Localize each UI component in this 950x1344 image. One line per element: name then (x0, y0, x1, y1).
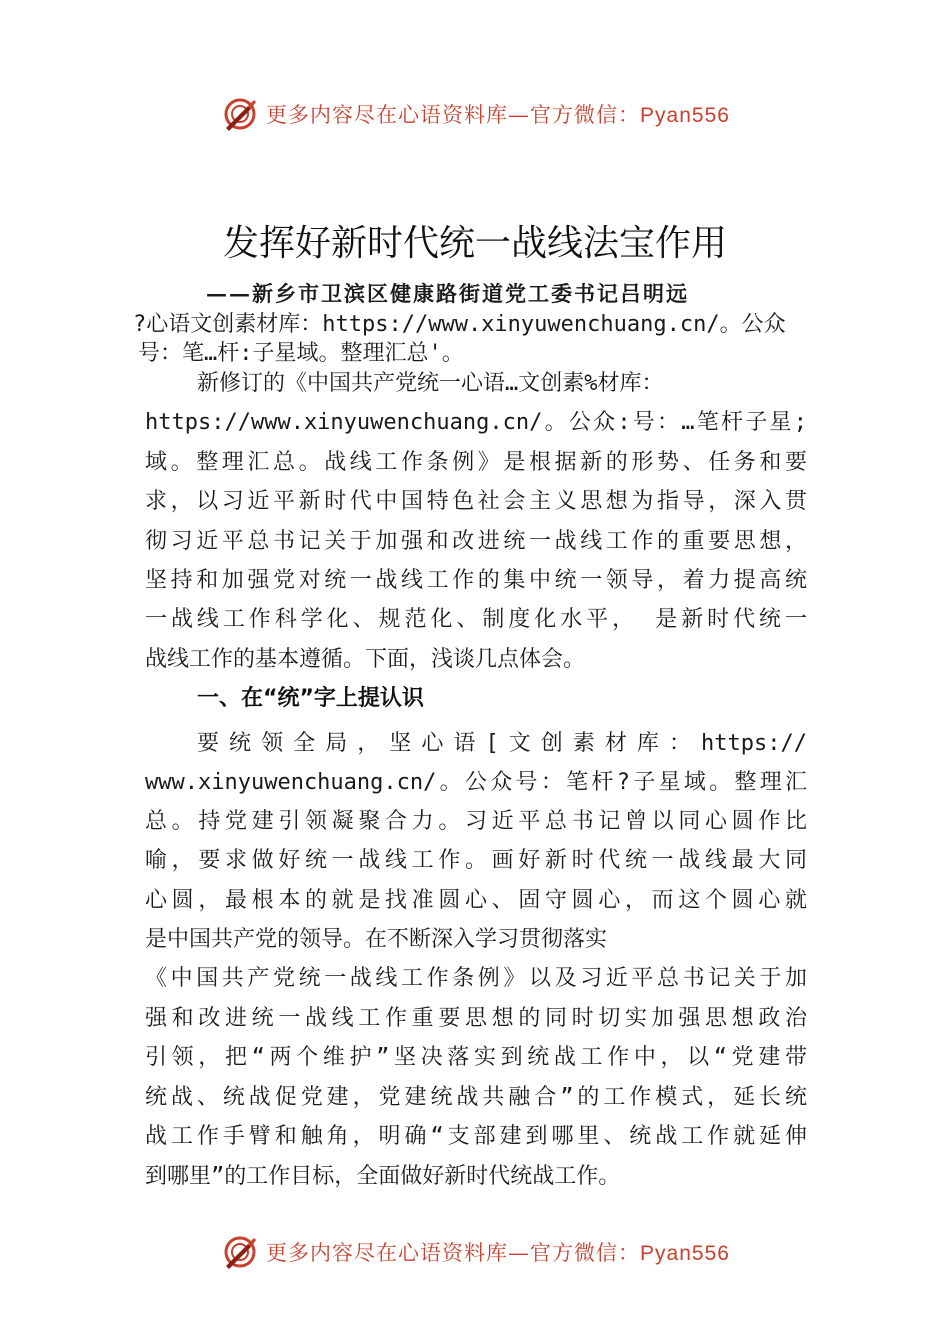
paragraph-line: 总。持党建引领凝聚合力。习近平总书记曾以同心圆作比 (145, 809, 807, 834)
section-heading: 一、在“统”字上提认识 (197, 686, 424, 711)
paragraph-line: 求，以习近平新时代中国特色社会主义思想为指导，深入贯 (145, 489, 807, 514)
pen-logo-icon (220, 1232, 260, 1272)
header-banner-text-cn: 更多内容尽在心语资料库—官方微信： (266, 103, 641, 127)
paragraph-line: 新修订的《中国共产党统一心语…文创素%材库： (197, 371, 664, 396)
paragraph-line: 到哪里”的工作目标，全面做好新时代统战工作。 (145, 1164, 621, 1189)
paragraph-line: 引领，把“两个维护”坚决落实到统战工作中，以“党建带 (145, 1045, 807, 1070)
paragraph-line: 域。整理汇总。战线工作条例》是根据新的形势、任务和要 (145, 450, 807, 475)
paragraph-line: 强和改进统一战线工作重要思想的同时切实加强思想政治 (145, 1006, 807, 1031)
paragraph-line: 心圆，最根本的就是找准圆心、固守圆心，而这个圆心就 (145, 888, 807, 913)
paragraph-line: 统战、统战促党建，党建统战共融合”的工作模式，延长统 (145, 1085, 807, 1110)
header-banner (0, 92, 950, 136)
paragraph-line: https://www.xinyuwenchuang.cn/。公众:号：…笔杆子星; (145, 410, 807, 435)
paragraph-line: 彻习近平总书记关于加强和改进统一战线工作的重要思想， (145, 529, 807, 554)
paragraph-line: 是中国共产党的领导。在不断深入学习贯彻落实 (145, 927, 608, 952)
document-subtitle: ——新乡市卫滨区健康路街道党工委书记吕明远 (206, 281, 689, 306)
header-banner-wechat-id: Pyan556 (640, 104, 730, 127)
paragraph-line: www.xinyuwenchuang.cn/。公众号：笔杆?子星域。整理汇 (145, 770, 807, 795)
paragraph-line: 要统领全局，坚心语[文创素材库：https:// (197, 731, 807, 756)
header-banner-text (266, 99, 730, 129)
paragraph-line: 坚持和加强党对统一战线工作的集中统一领导，着力提高统 (145, 568, 807, 593)
pen-logo-icon (220, 94, 260, 134)
intro-line: ?心语文创素材库：https://www.xinyuwenchuang.cn/。公众 (133, 312, 786, 337)
intro-line: 号：笔…杆:子星域。整理汇总'。 (138, 341, 464, 366)
document-title: 发挥好新时代统一战线法宝作用 (222, 223, 727, 264)
footer-banner (0, 1230, 950, 1274)
paragraph-line: 战工作手臂和触角，明确“支部建到哪里、统战工作就延伸 (145, 1124, 807, 1149)
paragraph-line: 喻，要求做好统一战线工作。画好新时代统一战线最大同 (145, 848, 807, 873)
paragraph-line: 一战线工作科学化、规范化、制度化水平， 是新时代统一 (145, 607, 807, 632)
paragraph-line: 战线工作的基本遵循。下面，浅谈几点体会。 (145, 647, 586, 672)
footer-banner-text (266, 1237, 730, 1267)
footer-banner-text-cn: 更多内容尽在心语资料库—官方微信： (266, 1241, 641, 1265)
footer-banner-wechat-id: Pyan556 (640, 1242, 730, 1265)
paragraph-line: 《中国共产党统一战线工作条例》以及习近平总书记关于加 (145, 966, 807, 991)
